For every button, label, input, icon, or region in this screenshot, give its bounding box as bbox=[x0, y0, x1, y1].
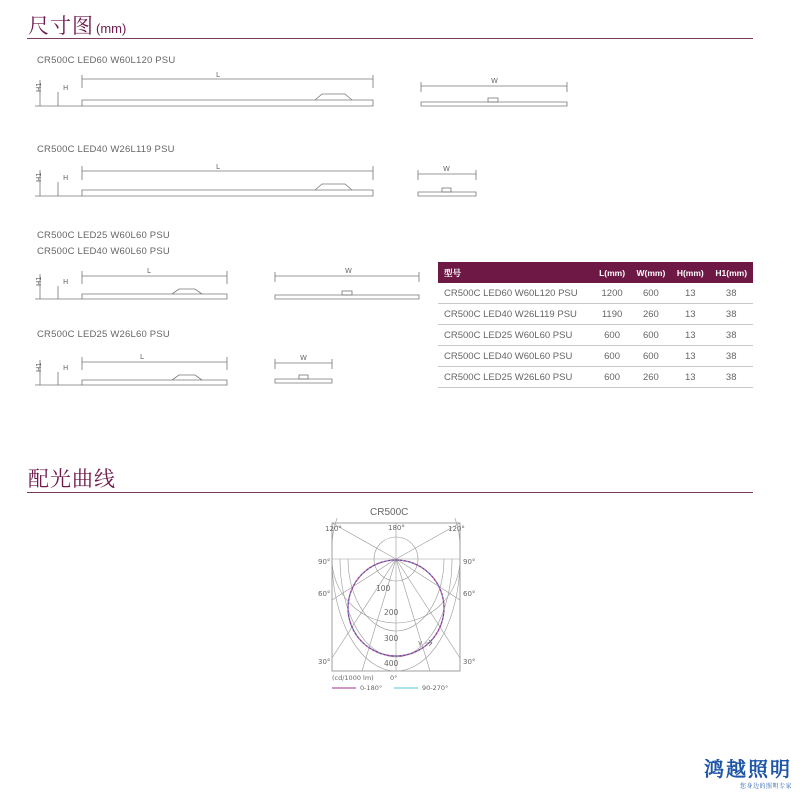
dim-h-label: H bbox=[63, 174, 69, 182]
spec-table bbox=[438, 262, 753, 388]
cell-w: 260 bbox=[631, 367, 671, 388]
dim-w-label: W bbox=[300, 354, 307, 362]
cell-h: 13 bbox=[671, 346, 709, 367]
brand-tagline: 您身边的照明专家 bbox=[739, 784, 792, 790]
front-view-drawing-3 bbox=[270, 263, 425, 305]
legend-label-0-180: 0-180° bbox=[360, 684, 383, 692]
col-model: 型号 bbox=[438, 262, 593, 283]
front-view-drawing-2 bbox=[413, 162, 483, 202]
cell-h: 13 bbox=[671, 283, 709, 304]
angle-label-120-left: 120° bbox=[325, 525, 342, 533]
dimensions-unit: (mm) bbox=[96, 21, 127, 36]
polar-grid bbox=[332, 518, 460, 671]
dim-h1-label: H1 bbox=[35, 362, 43, 372]
cell-model: CR500C LED60 W60L120 PSU bbox=[438, 283, 593, 304]
cell-w: 600 bbox=[631, 283, 671, 304]
side-view-drawing-4 bbox=[30, 348, 240, 392]
col-h1: H1(mm) bbox=[709, 262, 753, 283]
cell-h: 13 bbox=[671, 304, 709, 325]
legend-label-90-270: 90-270° bbox=[422, 684, 449, 692]
dimensions-divider bbox=[27, 38, 753, 39]
cell-model: CR500C LED25 W26L60 PSU bbox=[438, 367, 593, 388]
radial-label-100: 100 bbox=[376, 584, 391, 593]
drawing-caption-3: CR500C LED25 W60L60 PSU bbox=[37, 230, 170, 241]
dim-h-label: H bbox=[63, 278, 69, 286]
col-h: H(mm) bbox=[671, 262, 709, 283]
dim-h1-label: H1 bbox=[35, 172, 43, 182]
drawing-caption-3b: CR500C LED40 W60L60 PSU bbox=[37, 246, 170, 257]
cell-h1: 38 bbox=[709, 283, 753, 304]
front-view-drawing-1 bbox=[415, 74, 575, 114]
cell-w: 600 bbox=[631, 325, 671, 346]
col-l: L(mm) bbox=[593, 262, 630, 283]
dim-w-label: W bbox=[491, 77, 498, 85]
brand-logo bbox=[704, 759, 792, 790]
angle-label-120-right: 120° bbox=[448, 525, 465, 533]
dim-w-label: W bbox=[345, 267, 352, 275]
cell-model: CR500C LED25 W60L60 PSU bbox=[438, 325, 593, 346]
light-curve-divider bbox=[27, 492, 753, 493]
dim-l-label: L bbox=[216, 71, 220, 79]
table-row bbox=[438, 346, 753, 367]
dimensions-title: 尺寸图 (mm) bbox=[28, 15, 127, 38]
cell-h: 13 bbox=[671, 367, 709, 388]
cell-h1: 38 bbox=[709, 325, 753, 346]
cell-model: CR500C LED40 W26L119 PSU bbox=[438, 304, 593, 325]
angle-label-60-left: 60° bbox=[318, 590, 331, 598]
polar-chart bbox=[310, 518, 480, 700]
table-row bbox=[438, 283, 753, 304]
dim-h-label: H bbox=[63, 364, 69, 372]
radial-label-200: 200 bbox=[384, 608, 399, 617]
dim-h-label: H bbox=[63, 84, 69, 92]
angle-label-180: 180° bbox=[388, 524, 405, 532]
drawing-caption-1: CR500C LED60 W60L120 PSU bbox=[37, 55, 176, 66]
cell-l: 600 bbox=[593, 346, 630, 367]
angle-label-30-left: 30° bbox=[318, 658, 331, 666]
radial-label-300: 300 bbox=[384, 634, 399, 643]
cell-w: 260 bbox=[631, 304, 671, 325]
gamma-label: γ bbox=[418, 639, 423, 647]
table-row bbox=[438, 325, 753, 346]
dim-l-label: L bbox=[216, 163, 220, 171]
unit-label: (cd/1000 lm) bbox=[332, 674, 374, 682]
light-curve-title: 配光曲线 bbox=[28, 468, 116, 491]
cell-h1: 38 bbox=[709, 346, 753, 367]
brand-name: 鸿越照明 bbox=[704, 759, 792, 781]
drawing-caption-2: CR500C LED40 W26L119 PSU bbox=[37, 144, 175, 155]
dim-h1-label: H1 bbox=[35, 276, 43, 286]
col-w: W(mm) bbox=[631, 262, 671, 283]
cell-h: 13 bbox=[671, 325, 709, 346]
dim-l-label: L bbox=[140, 353, 144, 361]
cell-w: 600 bbox=[631, 346, 671, 367]
angle-label-30-right: 30° bbox=[463, 658, 476, 666]
drawing-caption-4: CR500C LED25 W26L60 PSU bbox=[37, 329, 170, 340]
angle-label-90-left: 90° bbox=[318, 558, 331, 566]
cell-h1: 38 bbox=[709, 367, 753, 388]
dim-l-label: L bbox=[147, 267, 151, 275]
cell-h1: 38 bbox=[709, 304, 753, 325]
table-row bbox=[438, 304, 753, 325]
cell-l: 1190 bbox=[593, 304, 630, 325]
dim-h1-label: H1 bbox=[35, 82, 43, 92]
cell-l: 600 bbox=[593, 325, 630, 346]
dim-w-label: W bbox=[443, 165, 450, 173]
angle-label-60-right: 60° bbox=[463, 590, 476, 598]
cell-l: 600 bbox=[593, 367, 630, 388]
cell-model: CR500C LED40 W60L60 PSU bbox=[438, 346, 593, 367]
side-view-drawing-3 bbox=[30, 262, 240, 306]
radial-label-400: 400 bbox=[384, 659, 399, 668]
cell-l: 1200 bbox=[593, 283, 630, 304]
table-row bbox=[438, 367, 753, 388]
spec-table-header bbox=[438, 262, 753, 283]
front-view-drawing-4 bbox=[270, 350, 340, 390]
side-view-drawing-2 bbox=[30, 160, 390, 206]
side-view-drawing-1 bbox=[30, 70, 390, 118]
angle-label-90-right: 90° bbox=[463, 558, 476, 566]
polar-chart-title: CR500C bbox=[370, 507, 409, 518]
angle-label-0: 0° bbox=[390, 674, 398, 682]
